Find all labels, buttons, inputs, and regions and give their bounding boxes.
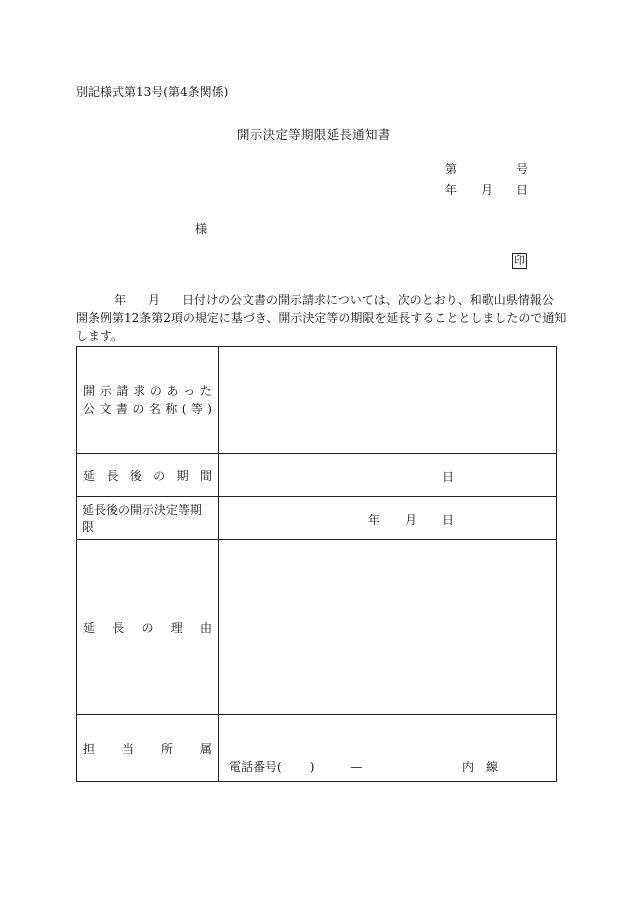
seal-mark: 印 (514, 254, 525, 267)
row-document-name (77, 347, 557, 454)
body-line-2: 開条例第12条第2項の規定に基づき、開示決定等の期限を延長することとしましたので通知 (76, 311, 567, 325)
date-year: 年 (445, 183, 458, 197)
extension-label: 内 線 (462, 760, 499, 774)
label-extended-period: 延 長 後 の 期 間 (77, 454, 219, 497)
value-document-name[interactable] (219, 347, 557, 454)
deadline-month: 月 (405, 513, 418, 527)
body-line-1 (76, 291, 560, 309)
extended-period-day-unit: 日 (442, 470, 455, 484)
doc-number-suffix: 号 (516, 162, 529, 176)
date-month: 月 (481, 183, 494, 197)
notice-body (76, 291, 567, 345)
form-id: 別記様式第13号(第4条関係) (76, 85, 229, 99)
doc-number-prefix: 第 (445, 162, 458, 176)
label-extension-reason: 延 長 の 理 由 (77, 540, 219, 715)
label-extended-deadline: 延長後の開示決定等期限 (77, 497, 219, 540)
row-extended-deadline (77, 497, 557, 540)
body-month: 月 (148, 293, 161, 307)
body-line-3: します。 (76, 329, 124, 343)
row-department (77, 715, 557, 782)
notice-form-table (76, 346, 557, 782)
row-extension-reason (77, 540, 557, 715)
label-document-name (77, 347, 219, 454)
date-day: 日 (516, 183, 529, 197)
label-document-name-line2: 公 文 書 の 名 称 ( 等 ) (83, 402, 212, 416)
label-document-name-line1: 開 示 請 求 の あ っ た (83, 384, 212, 398)
body-year: 年 (114, 293, 127, 307)
value-extended-period[interactable] (219, 454, 557, 497)
addressee-suffix: 様 (195, 222, 208, 236)
document-title: 開示決定等期限延長通知書 (237, 127, 391, 142)
value-department[interactable] (219, 715, 557, 782)
phone-number: 電話番号( ) — (229, 760, 363, 774)
value-extension-reason[interactable] (219, 540, 557, 715)
phone-dash: — (350, 760, 363, 774)
deadline-year: 年 (368, 513, 381, 527)
deadline-day: 日 (442, 513, 455, 527)
value-extended-deadline[interactable] (219, 497, 557, 540)
row-extended-period (77, 454, 557, 497)
body-line1-rest: 日付けの公文書の開示請求については、次のとおり、和歌山県情報公 (182, 293, 554, 307)
label-department: 担 当 所 属 (77, 715, 219, 782)
